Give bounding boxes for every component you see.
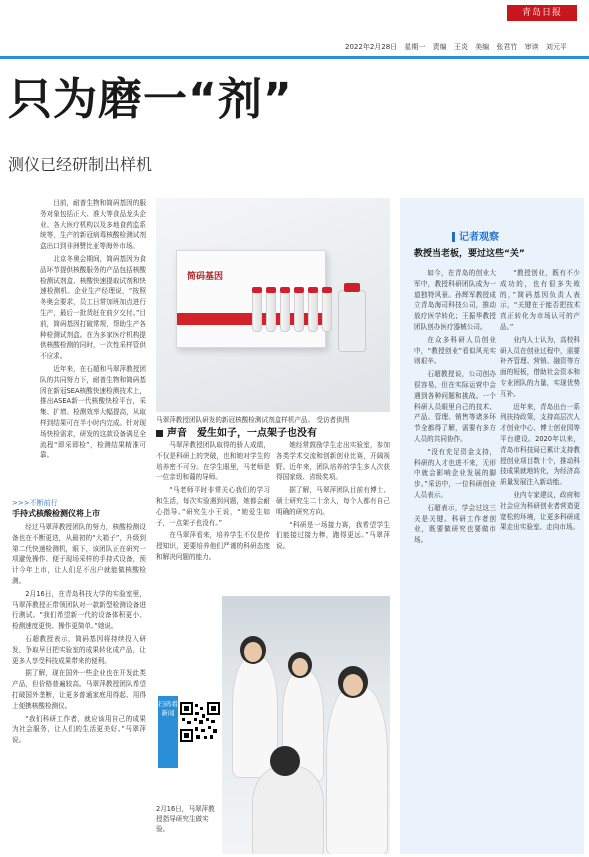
paragraph: 业内专家建议，政府和社会应为科研创业者营造更宽松的环境，让更多科研成果走出实验室、走向市场。 — [500, 490, 580, 532]
paragraph: 她经常鼓励学生走出实验室，参加各类学术交流和创新创业比赛，开阔视野。近年来，团队培养的学生多人次获得国家级、省级奖项。 — [276, 441, 390, 482]
article-column-c — [156, 440, 270, 594]
reagent-bottle-image — [338, 290, 366, 352]
paragraph: 近年来，青岛出台一系列扶持政策，支持高层次人才创业中心、博士创业园等平台建设。2020年以来，青岛市科技局已累计支持教授创业项目数十个，推动科技成果就地转化，为经济高质量发展注入新动能。 — [500, 402, 580, 487]
paragraph: 石超教授说，公司创办很容易，但在实际运营中会遇到各种问题和挑战。一个科研人员眼里自己的技术、产品、管理、销售等诸多环节全都得了解，需要有多方人员的共同协作。 — [414, 370, 496, 443]
kit-brand-label: 简码基因 — [187, 272, 224, 282]
design-label: 美编 — [475, 43, 490, 51]
top-divider — [0, 56, 589, 59]
paragraph: “没有充足资金支持，科研的人才也进不来，无形中就会影响企业发展的脚步。”采访中，一位科研创业人员表示。 — [414, 447, 496, 499]
review-label: 审读 — [524, 43, 539, 51]
square-bullet-icon — [156, 430, 163, 437]
paragraph: “教授创业，既有不少成功的，也有很多失败的，”简码基因负责人表示，“关键在于能否把技术真正转化为市场认可的产品。” — [500, 269, 580, 331]
paragraph: 2月16日，在青岛科技大学的实验室里，马翠萍教授正带领团队对一款新型检测设备进行测试。“我们希望新一代的设备体积更小、检测速度更快、操作更简单。”她说。 — [12, 589, 146, 631]
dept-label: 责编 — [432, 43, 447, 51]
lab-photo — [222, 596, 390, 854]
paragraph: “科研是一场接力赛，我希望学生们能接过接力棒，跑得更远。”马翠萍说。 — [276, 520, 390, 551]
section-title: 手持式核酸检测仪将上市 — [12, 509, 100, 518]
dateline — [345, 42, 585, 52]
designer-name: 张君竹 — [496, 43, 518, 51]
paragraph: 北京冬奥会期间，简码基因为食品环节提供核酸服务的产品包括核酸检测试剂盒、核酸快速提取试剂和快速检测机。企业生产经理说，“按照冬奥会要求，员工日常加班加点进行生产，最后一批货赶在前夕交付。”目前，简码基因打破常规，帮助生产各种检测试剂盒。在为多家医疗机构提供核酸检测的同时，一次性采样管供不应求。 — [40, 254, 146, 361]
masthead — [0, 0, 589, 58]
paragraph: 石超教授表示，简码基因将持续投入研发，争取早日把实验室的成果转化成产品，让更多人享受科技成果带来的便利。 — [12, 634, 146, 665]
column-tag — [452, 228, 499, 243]
article-column-a — [40, 198, 146, 496]
section-tag: >>>不断前行 — [12, 499, 58, 507]
article-column-d — [276, 440, 390, 594]
paragraph: 在马翠萍看来，培养学生不仅是传授知识，更要培养他们严谨的科研态度和解决问题的能力。 — [156, 531, 270, 561]
product-photo — [156, 198, 390, 412]
newspaper-logo: 青岛日报 — [507, 5, 577, 21]
paragraph: “我们科研工作者，就应该用自己的成果为社会服务，让人们的生活更美好。”马翠萍说。 — [12, 714, 146, 745]
paragraph: 据了解，马翠萍团队目前有博士、硕士研究生二十余人，每个人都有自己明确的研究方向。 — [276, 486, 390, 516]
paragraph: “马老师平时非常关心我们的学习和生活，每次实验遇到问题，她都会耐心指导。”研究生小王说，“她爱生如子，一点架子也没有。” — [156, 486, 270, 527]
tag-bar-icon — [452, 232, 455, 242]
photo-caption-2: 2月16日，马翠萍教授指导研究生做实验。 — [156, 805, 215, 833]
page-subhead: 测仪已经研制出样机 — [8, 155, 153, 174]
paragraph: 经过马翠萍教授团队的努力，核酸检测设备也在不断更迭，从最初的“大箱子”，升级到第二代快速检测机，眼下，该团队正在研究一项避免操作、便于现场采样的手持式设备，预计今年上市，让人们足不出户就能做核酸检测。 — [12, 523, 146, 585]
paragraph: 目前，耐普生物和简码基因的服务对象包括正大、准大等食品龙头企业、各大医疗机构以及多地食药监系统等，生产的新冠病毒核酸检测试剂盒出口到非洲赞比亚等海外市场。 — [40, 199, 146, 251]
section-heading-text: 声音 爱生如子，一点架子也没有 — [167, 428, 317, 439]
issue-date: 2022年2月28日 — [345, 43, 398, 51]
paragraph: 如今，在青岛的创业大军中，教授科研团队成为一道独特风景。孙辉军教授成立青岛海司科技公司，推动放疗医学转化；王振华教授团队创办医疗器械公司。 — [414, 269, 496, 331]
editor-name: 王炎 — [453, 43, 468, 51]
section-heading — [156, 424, 317, 439]
paragraph: 在众多科研人员创业中，“教授创业”看似风光实则艰辛。 — [414, 335, 496, 366]
page-headline: 只为磨一“剂” — [8, 74, 293, 125]
paragraph: 近年来，在石超和马翠萍教授团队的共同努力下，耐普生物和简码基因在新冠SEA核酸快速检测技术上，推出ASEA新一代核酸快检平台，采集、扩增、检测效率大幅提高，从取样到结果可在半小时内完成。针对现场快检需求，研发的这款设备满足全流程“即采即检”，检测结果精准可靠。 — [40, 364, 146, 460]
article-column-f — [500, 268, 580, 852]
reviewer-name: 刘元平 — [545, 43, 567, 51]
column-title: 教授当老板，要过这些“关” — [414, 249, 525, 259]
article-column-e — [414, 268, 496, 852]
issue-weekday: 星期一 — [404, 43, 426, 51]
paragraph: 业内人士认为，高校科研人员在创业过程中，需要补齐管理、营销、融资等方面的短板，借助社会资本和专业团队的力量，实现优势互补。 — [500, 335, 580, 398]
paragraph: 马翠萍教授团队取得的骄人成绩，不仅是科研上的突破，也和她对学生的培养密不可分。在学生眼里，马老师是一位亲切和蔼的导师。 — [156, 441, 270, 482]
qr-code-icon[interactable] — [180, 702, 220, 742]
photo-caption: 马翠萍教授团队研发的新冠核酸检测试剂盒样机产品。 受访者供图 — [156, 416, 350, 424]
qr-side-label: 扫码看新闻 — [158, 696, 178, 768]
article-column-b — [12, 522, 146, 857]
paragraph: 石超表示，学会过这三关是关键。科研工作者创业，既要做研究也要做市场。 — [414, 503, 496, 545]
column-tag-text: 记者观察 — [459, 232, 499, 243]
paragraph: 据了解，现在国外一些企业也在开发此类产品，但价格普遍较高。马翠萍教授团队希望打破国外垄断，让更多普通家庭用得起、用得上便携核酸检测仪。 — [12, 669, 146, 710]
